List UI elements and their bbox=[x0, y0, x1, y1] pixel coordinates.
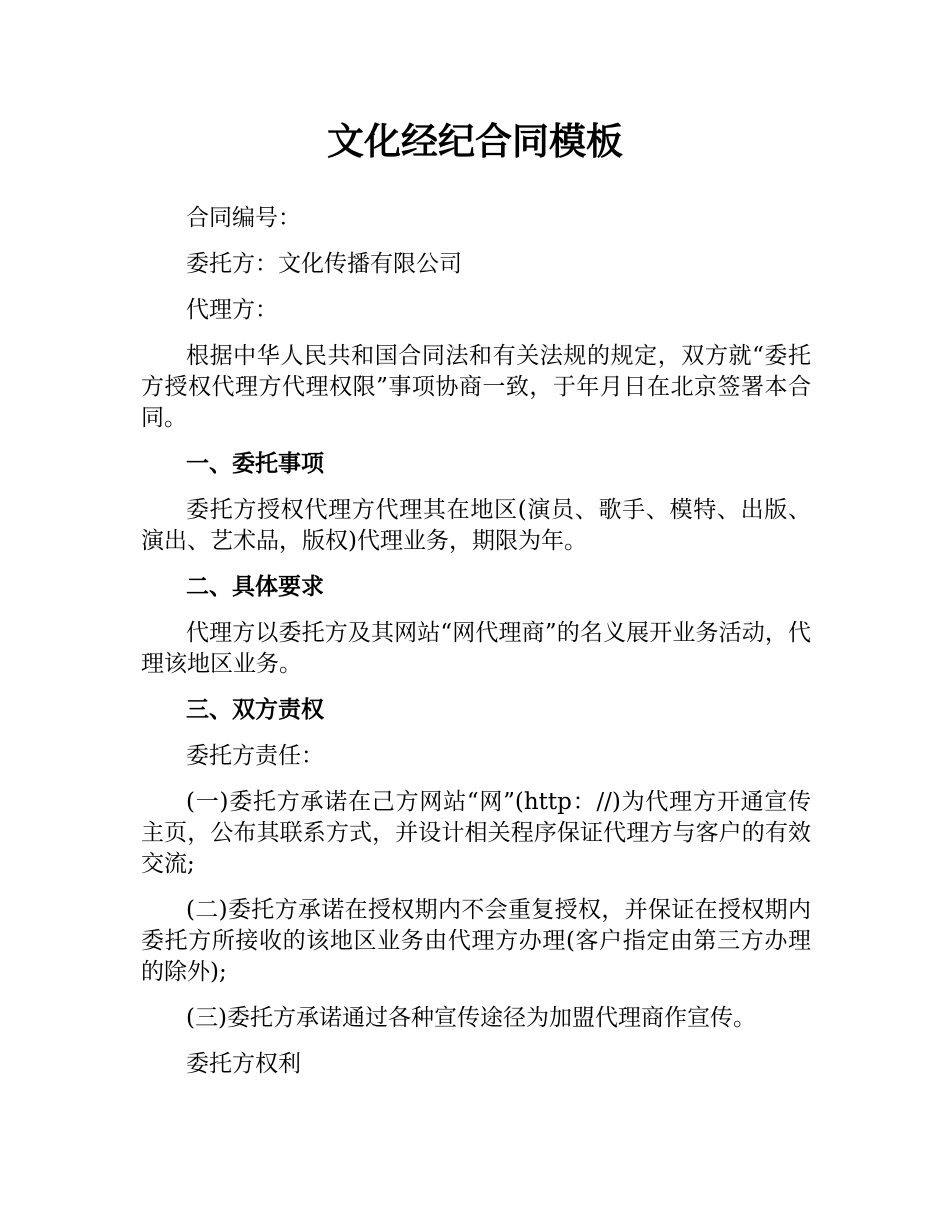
preamble-paragraph: 根据中华人民共和国合同法和有关法规的规定，双方就“委托方授权代理方代理权限”事项协商一致，于年月日在北京签署本合同。 bbox=[141, 343, 811, 431]
principal-rights-label: 委托方权利 bbox=[186, 1051, 301, 1077]
responsibility-item-3: (三)委托方承诺通过各种宣传途径为加盟代理商作宣传。 bbox=[186, 1005, 756, 1031]
section-2-paragraph: 代理方以委托方及其网站“网代理商”的名义展开业务活动，代理该地区业务。 bbox=[141, 620, 811, 677]
section-1-paragraph: 委托方授权代理方代理其在地区(演员、歌手、模特、出版、演出、艺术品，版权)代理业务，期限为年。 bbox=[141, 497, 811, 554]
principal-party-line: 委托方：文化传播有限公司 bbox=[186, 251, 462, 277]
document-body bbox=[141, 203, 811, 1095]
section-heading-1: 一、委托事项 bbox=[186, 451, 324, 477]
agent-party-line: 代理方： bbox=[186, 297, 278, 323]
principal-responsibilities-label: 委托方责任： bbox=[186, 743, 324, 769]
responsibility-item-1: (一)委托方承诺在己方网站“网”(http：//)为代理方开通宣传主页，公布其联系方式，并设计相关程序保证代理方与客户的有效交流; bbox=[141, 789, 811, 877]
contract-number-line: 合同编号： bbox=[186, 205, 301, 231]
section-heading-2: 二、具体要求 bbox=[186, 574, 324, 600]
document-title: 文化经纪合同模板 bbox=[327, 120, 623, 163]
responsibility-item-2: (二)委托方承诺在授权期内不会重复授权，并保证在授权期内委托方所接收的该地区业务由代理方办理(客户指定由第三方办理的除外); bbox=[141, 897, 811, 985]
section-heading-3: 三、双方责权 bbox=[186, 697, 324, 723]
